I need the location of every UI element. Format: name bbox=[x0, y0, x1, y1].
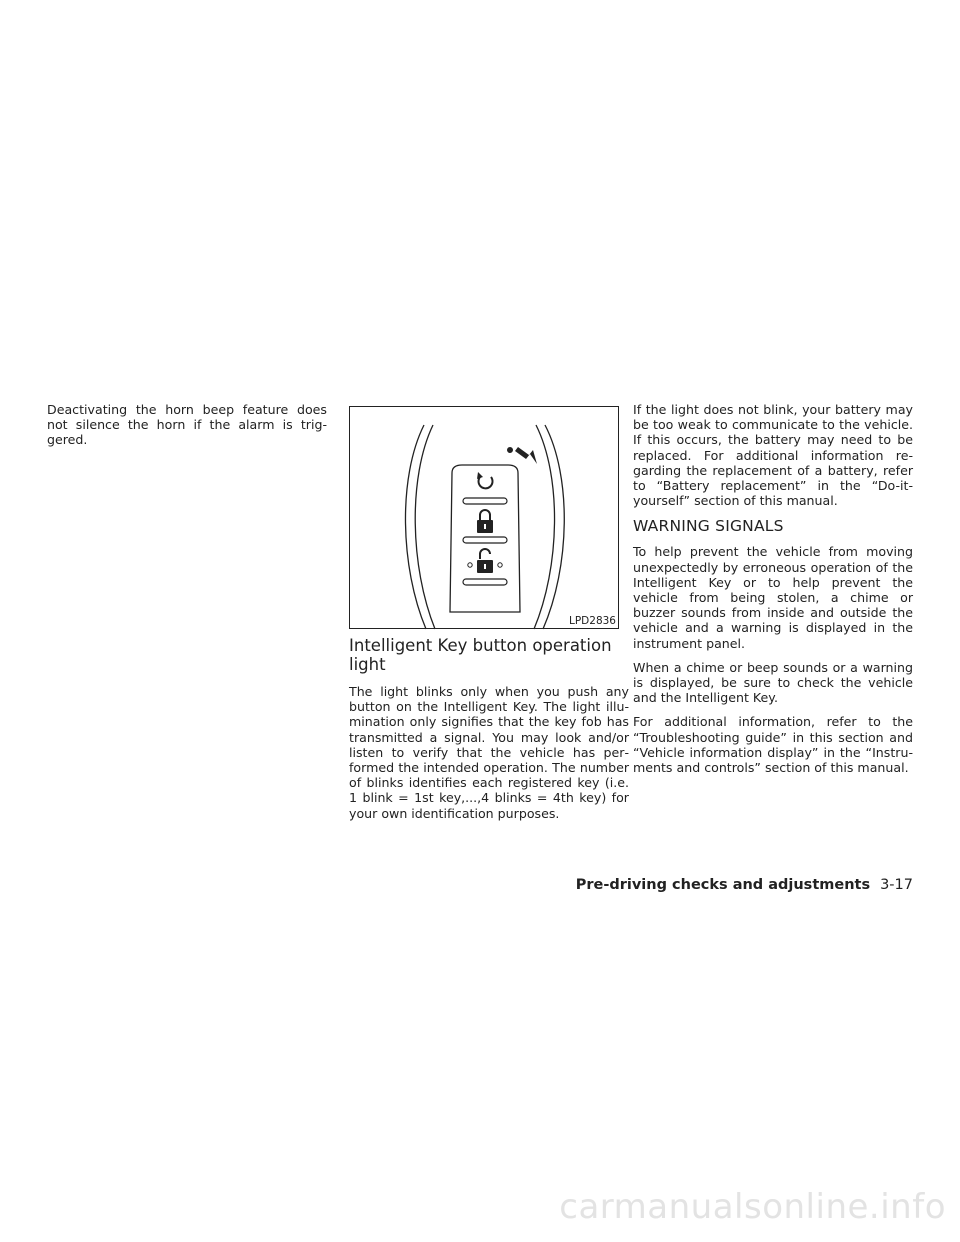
horn-beep-note: Deactivating the horn beep feature does not silence the horn if the alarm is triggered. bbox=[47, 402, 327, 448]
remote-start-icon bbox=[477, 472, 493, 488]
warning-paragraph-1: To help prevent the vehicle from moving unexpectedly by erroneous operation of the Intelligent Key or to help prevent the vehicle from being stolen, a chime or buzzer sounds from inside and outside the vehicle and a warning is displayed in the instrument panel. bbox=[633, 544, 913, 651]
page-footer bbox=[576, 877, 913, 893]
battery-weak-paragraph: If the light does not blink, your battery may be too weak to communicate to the vehicle. If this occurs, the battery may need to be replaced. For additional information regarding the replacement of a battery, refer to “Battery replacement” in the “Do-it-yourself” section of this manual. bbox=[633, 402, 913, 509]
left-column bbox=[47, 402, 327, 457]
button-panel bbox=[450, 465, 520, 612]
watermark: carmanualsonline.info bbox=[559, 1187, 946, 1227]
intelligent-key-figure bbox=[349, 406, 619, 629]
warning-paragraph-3: For additional information, refer to the “Troubleshooting guide” in this section and “Vehicle information display” in the “Instruments and controls” section of this manual. bbox=[633, 714, 913, 776]
key-outline-right-inner bbox=[543, 425, 564, 629]
operation-light-paragraph: The light blinks only when you push any button on the Intelligent Key. The light illumination only signifies that the key fob has transmitted a signal. You may look and/or listen to verify that the vehicle has performed the intended operation. The number of blinks identifies each registered key (i.e. 1 blink = 1st key,...,4 blinks = 4th key) for your own identification purposes. bbox=[349, 684, 629, 821]
section-heading-operation-light: Intelligent Key button operation light bbox=[349, 636, 612, 674]
separator-1 bbox=[463, 498, 507, 504]
lock-icon bbox=[477, 510, 493, 533]
page-number: 3-17 bbox=[880, 877, 913, 893]
middle-column bbox=[349, 406, 629, 830]
key-outline-left-inner bbox=[415, 425, 435, 629]
unlock-icon bbox=[468, 549, 502, 573]
section-heading-warning-signals: WARNING SIGNALS bbox=[633, 517, 784, 536]
warning-paragraph-2: When a chime or beep sounds or a warning is displayed, be sure to check the vehicle and the Intelligent Key. bbox=[633, 659, 913, 706]
key-outline-right-outer bbox=[534, 425, 555, 629]
footer-section-title: Pre-driving checks and adjustments bbox=[575, 877, 871, 893]
intelligent-key-illustration bbox=[350, 407, 620, 630]
separator-2 bbox=[463, 537, 507, 543]
indicator-light-arrow-icon bbox=[507, 447, 537, 464]
right-column bbox=[633, 402, 913, 784]
figure-code: LPD2836 bbox=[569, 615, 616, 627]
separator-3 bbox=[463, 579, 507, 585]
